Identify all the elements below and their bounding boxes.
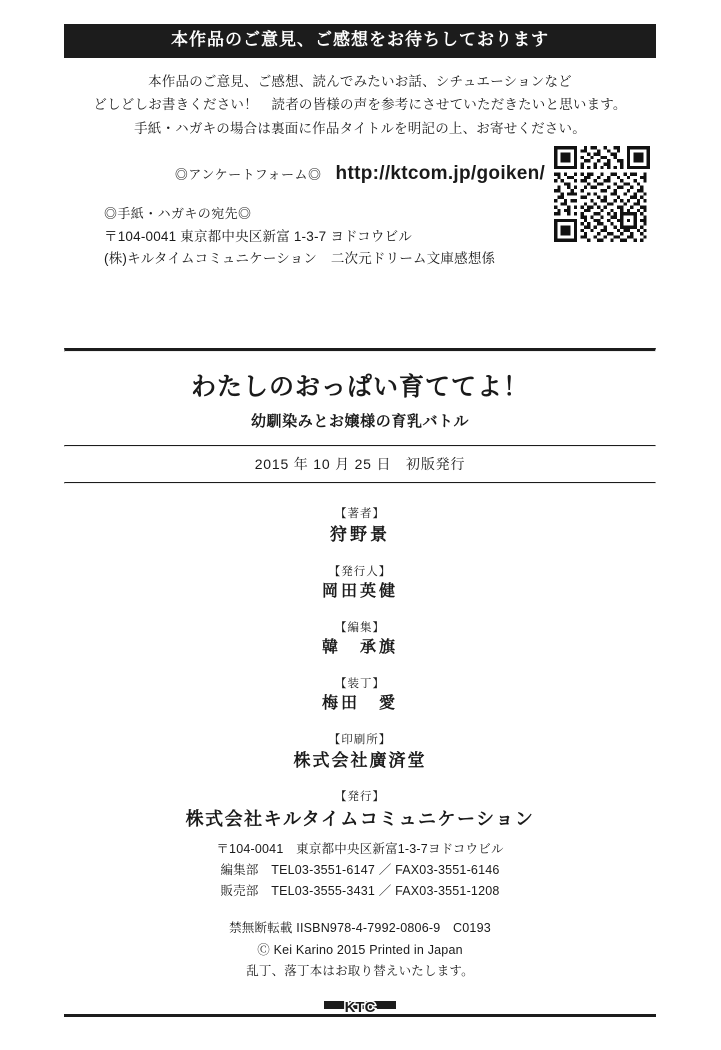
book-title: わたしのおっぱい育ててよ！ <box>190 373 529 401</box>
qr-code-icon <box>554 146 650 242</box>
publication-date: 2015 年 10 月 25 日 初版発行 <box>254 456 466 472</box>
legal-line: Ⓒ Kei Karino 2015 Printed in Japan <box>257 942 463 957</box>
colophon-section <box>64 348 656 1020</box>
survey-form-url[interactable]: http://ktcom.jp/goiken/ <box>335 162 546 184</box>
book-subtitle: 幼馴染みとお嬢様の育乳バトル <box>250 413 470 430</box>
feedback-header: 本作品のご意見、ご感想をお待ちしております <box>64 24 656 58</box>
credits-list <box>64 484 656 1020</box>
credit-name: 狩野景 <box>330 525 390 545</box>
legal-line: 禁無断転載 IISBN978-4-7992-0806-9 C0193 <box>229 921 491 936</box>
feedback-line: 手紙・ハガキの場合は裏面に作品タイトルを明記の上、お寄せください。 <box>134 120 586 136</box>
postal-address-line: 〒104-0041 東京都中央区新富 1-3-7 ヨドコウビル <box>104 228 412 244</box>
publisher-address-block <box>64 839 656 903</box>
feedback-line: どしどしお書きください！ 読者の皆様の声を参考にさせていただきたいと思います。 <box>93 97 627 113</box>
publisher-address: 〒104-0041 東京都中央区新富1-3-7ヨドコウビル <box>216 841 504 856</box>
publisher-role: 【発行】 <box>335 791 385 804</box>
credit-name: 韓 承旗 <box>321 638 398 656</box>
svg-text:KTC: KTC <box>344 999 376 1017</box>
divider-bottom <box>64 1014 656 1017</box>
publisher-tel-sales: 販売部 TEL03-3555-3431 ／ FAX03-3551-1208 <box>220 884 500 899</box>
credit-role: 【印刷所】 <box>328 733 392 746</box>
legal-block <box>64 918 656 982</box>
credit-role: 【発行人】 <box>328 565 392 578</box>
publisher-tel-editorial: 編集部 TEL03-3551-6147 ／ FAX03-3551-6146 <box>220 862 500 877</box>
postal-address-heading: ◎手紙・ハガキの宛先◎ <box>104 205 252 221</box>
postal-address-line: (株)キルタイムコミュニケーション 二次元ドリーム文庫感想係 <box>104 250 496 266</box>
credit-name: 岡田英健 <box>321 582 398 600</box>
survey-form-label: ◎アンケートフォーム◎ <box>174 167 322 183</box>
publisher-name: 株式会社キルタイムコミュニケーション <box>185 808 535 829</box>
legal-line: 乱丁、落丁本はお取り替えいたします。 <box>246 963 474 978</box>
credit-name: 株式会社廣済堂 <box>293 750 427 770</box>
credit-role: 【装丁】 <box>335 677 385 690</box>
feedback-section <box>64 24 656 270</box>
credit-role: 【編集】 <box>335 621 385 634</box>
credit-name: 梅田 愛 <box>321 694 398 712</box>
credit-role: 【著者】 <box>335 508 385 520</box>
feedback-line: 本作品のご意見、ご感想、読んでみたいお話、シチュエーションなど <box>148 73 572 89</box>
divider-top <box>64 348 656 352</box>
